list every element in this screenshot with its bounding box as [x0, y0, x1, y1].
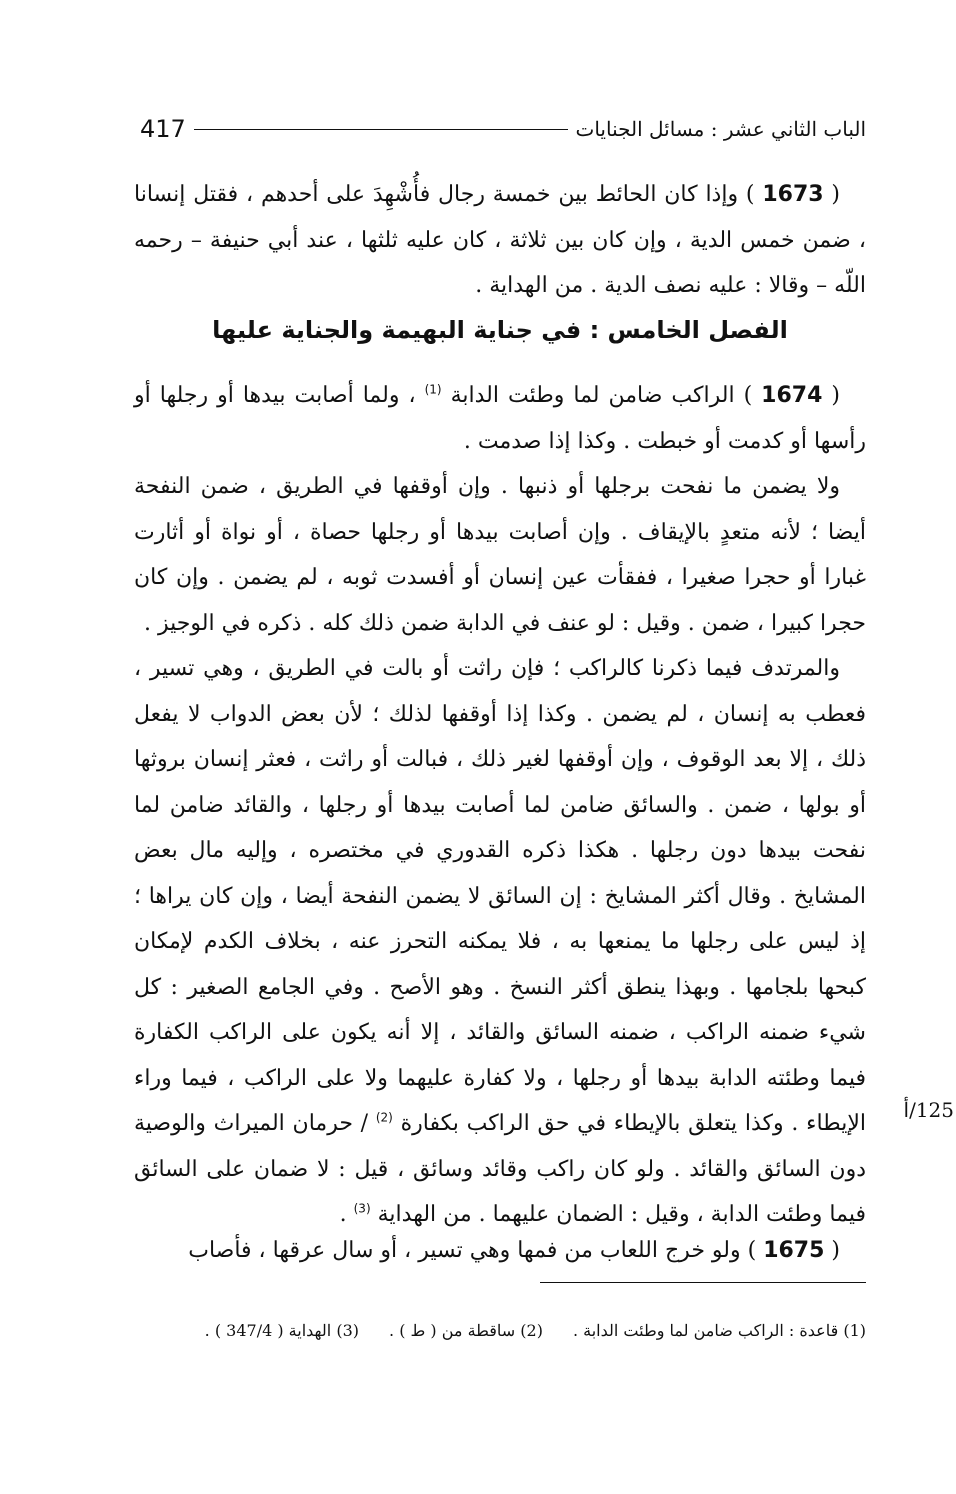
entry-number: 1674 — [761, 383, 823, 408]
paragraph-1674: ( 1674 ) الراكب ضامن لما وطئت الدابة $^{(1)}$ ، ولما أصابت بيدها أو رجلها أو رأسها أو كدمت أو خبطت . وكذا إذا صدمت . — [134, 382, 866, 454]
paragraph-text: والمرتدف فيما ذكرنا كالراكب ؛ فإن راثت أو بالت في الطريق ، وهي تسير ، فعطب به إنسان ، لم يضمن . وكذا إذا أوقفها لذلك ؛ لأن بعض الدواب لا يفعل ذلك ، إلا بعد الوقوف ، وإن أوقفها لغير ذلك ، فبالت أو راثت ، فعثر إنسان بروثها أو بولها ، ضمن . والسائق ضامن لما أصابت بيدها أو رجلها ، والقائد ضامن لما نفحت بيدها دون رجلها . هكذا ذكره القدوري في مختصره ، وإليه مال بعض المشايخ . وقال أكثر المشايخ : إن السائق لا يضمن النفحة أيضا ، وإن كان يراها ؛ إذ ليس على رجلها ما يمنعها به ، فلا يمكنه التحرز عنه ، بخلاف الكدم لإمكان كبحها بلجامها . وبهذا ينطق أكثر النسخ . وهو الأصح . وفي الجامع الصغير : كل شيء ضمنه الراكب ، ضمنه السائق والقائد ، إلا أنه يكون على الراكب الكفارة فيما وطئته الدابة بيدها أو رجلها ، ولا كفارة عليهما ولا على الراكب ، فيما وراء الإيطاء . وكذا يتعلق بالإيطاء في حق الراكب بكفارة — [134, 656, 866, 1136]
footnote-rule — [540, 1282, 866, 1283]
paragraph-wala — [134, 464, 866, 646]
paragraph-murtadif — [134, 646, 866, 1238]
manuscript-folio-note: 125/أ — [903, 1098, 954, 1122]
footnote-3: (3) الهداية ( 347/4 ) . — [204, 1320, 360, 1340]
paragraph-text: ) الراكب ضامن لما وطئت الدابة — [441, 383, 762, 408]
footnote-1: (1) قاعدة : الراكب ضامن لما وطئت الدابة . — [572, 1320, 866, 1340]
paragraph-text: . — [339, 1202, 354, 1227]
paragraph-1673: ( 1673 ) وإذا كان الحائط بين خمسة رجال فأُشْهِدَ على أحدهم ، فقتل إنسانا ، ضمن خمس الدية ، وإن كان بين ثلاثة ، كان عليه ثلثها ، عند أبي حنيفة – رحمه اللّه – وقالا : عليه نصف الدية . من الهداية . — [134, 182, 866, 298]
paragraph-text: ولا يضمن ما نفحت برجلها أو ذنبها . وإن أوقفها في الطريق ، ضمن النفحة أيضا ؛ لأنه متعدٍ بالإيقاف . وإن أصابت بيدها أو رجلها حصاة ، أو نواة أو أثارت غبارا أو حجرا صغيرا ، ففقأت عين إنسان أو أفسدت ثوبه ، لم يضمن . وإن كان حجرا كبيرا ، ضمن . وقيل : لو عنف في الدابة ضمن ذلك كله . ذكره في الوجيز . — [134, 474, 866, 636]
page-number: 417 — [140, 115, 186, 143]
running-header — [140, 112, 866, 146]
entry-number: 1675 — [763, 1238, 825, 1263]
footnote-marker: (3) — [353, 1201, 371, 1216]
paragraph-text: ) ولو خرج اللعاب من فمها وهي تسير ، أو سال عرقها ، فأصاب — [188, 1238, 764, 1263]
header-rule — [194, 129, 568, 130]
footnotes — [134, 1310, 866, 1350]
paragraph-1675: ( 1675 ) ولو خرج اللعاب من فمها وهي تسير ، أو سال عرقها ، فأصاب — [188, 1238, 840, 1263]
footnote-marker: (1) — [424, 382, 442, 397]
paragraph-text: ، ولما أصابت بيدها أو رجلها أو رأسها أو كدمت أو خبطت . وكذا إذا صدمت . — [134, 383, 866, 454]
chapter-heading: الفصل الخامس : في جناية البهيمة والجناية عليها — [212, 316, 788, 344]
entry-number: 1673 — [762, 182, 824, 207]
footnote-2: (2) ساقطة من ( ط ) . — [389, 1320, 543, 1340]
footnote-marker: (2) — [375, 1110, 393, 1125]
paragraph-text: ) وإذا كان الحائط بين خمسة رجال فأُشْهِدَ على أحدهم ، فقتل إنسانا ، ضمن خمس الدية ، وإن كان بين ثلاثة ، كان عليه ثلثها ، عند أبي حنيفة – رحمه اللّه – وقالا : عليه نصف الدية . من الهداية . — [134, 182, 866, 298]
running-title: الباب الثاني عشر : مسائل الجنايات — [575, 117, 866, 141]
paragraph-text: / حرمان الميراث والوصية دون السائق والقائد . ولو كان راكب وقائد وسائق ، قيل : لا ضمان على السائق فيما وطئت الدابة ، وقيل : الضمان عليهما . من الهداية — [134, 1111, 866, 1227]
